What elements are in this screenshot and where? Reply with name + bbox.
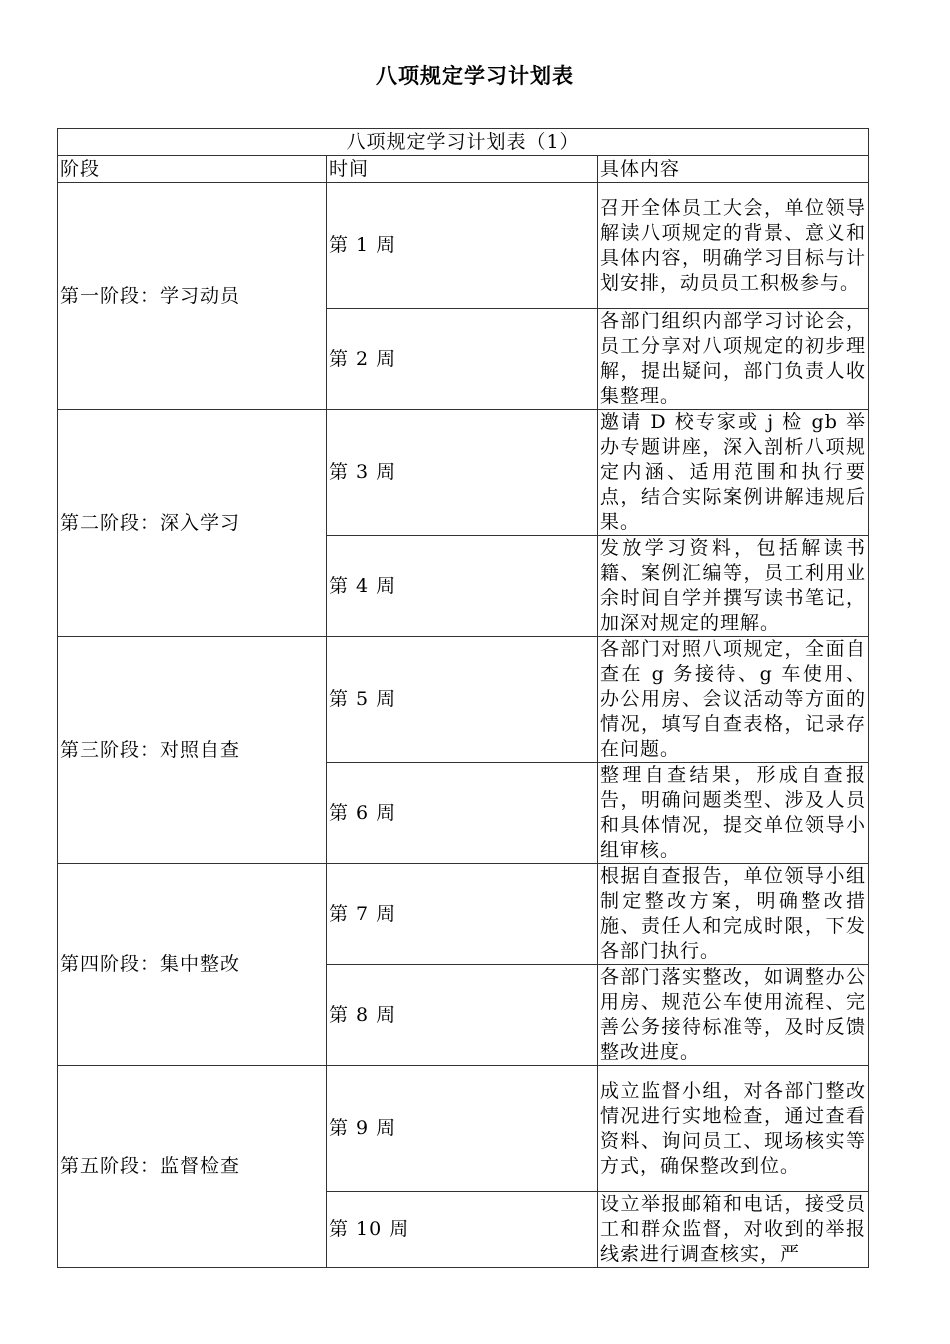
table-header-row [58, 156, 869, 183]
stage-name: 第四阶段：集中整改 [58, 864, 327, 1066]
week-content: 各部门落实整改，如调整办公用房、规范公车使用流程、完善公务接待标准等，及时反馈整改进度。 [598, 965, 869, 1066]
header-stage: 阶段 [58, 156, 327, 183]
week-label: 第 6 周 [327, 763, 598, 864]
table-row [58, 864, 869, 965]
stage-name: 第二阶段：深入学习 [58, 410, 327, 637]
week-label: 第 5 周 [327, 637, 598, 763]
table-caption: 八项规定学习计划表（1） [58, 129, 869, 156]
week-label: 第 9 周 [327, 1066, 598, 1192]
week-content: 邀请 D 校专家或 j 检 gb 举办专题讲座，深入剖析八项规定内涵、适用范围和执行要点，结合实际案例讲解违规后果。 [598, 410, 869, 536]
week-label: 第 1 周 [327, 183, 598, 309]
week-label: 第 3 周 [327, 410, 598, 536]
week-content-cell [598, 1192, 869, 1268]
table-row [58, 410, 869, 536]
table-row [58, 637, 869, 763]
week-label: 第 10 周 [327, 1192, 598, 1268]
week-content: 设立举报邮箱和电话，接受员工和群众监督，对收到的举报线索进行调查核实，严 [600, 1193, 867, 1265]
table-caption-row [58, 129, 869, 156]
week-content: 成立监督小组，对各部门整改情况进行实地检查，通过查看资料、询问员工、现场核实等方式，确保整改到位。 [598, 1066, 869, 1192]
week-content: 发放学习资料，包括解读书籍、案例汇编等，员工利用业余时间自学并撰写读书笔记，加深对规定的理解。 [598, 536, 869, 637]
study-plan-table [57, 128, 869, 1268]
table-row [58, 183, 869, 309]
stage-name: 第五阶段：监督检查 [58, 1066, 327, 1268]
page-title: 八项规定学习计划表 [376, 63, 574, 88]
week-content: 各部门对照八项规定，全面自查在 g 务接待、g 车使用、办公用房、会议活动等方面的情况，填写自查表格，记录存在问题。 [598, 637, 869, 763]
header-content: 具体内容 [598, 156, 869, 183]
week-label: 第 7 周 [327, 864, 598, 965]
header-time: 时间 [327, 156, 598, 183]
week-content: 根据自查报告，单位领导小组制定整改方案，明确整改措施、责任人和完成时限，下发各部门执行。 [598, 864, 869, 965]
table-row [58, 1066, 869, 1192]
week-label: 第 4 周 [327, 536, 598, 637]
stage-name: 第三阶段：对照自查 [58, 637, 327, 864]
week-label: 第 8 周 [327, 965, 598, 1066]
week-label: 第 2 周 [327, 309, 598, 410]
week-content: 召开全体员工大会，单位领导解读八项规定的背景、意义和具体内容，明确学习目标与计划安排，动员员工积极参与。 [598, 183, 869, 309]
week-content: 各部门组织内部学习讨论会，员工分享对八项规定的初步理解，提出疑问，部门负责人收集整理。 [598, 309, 869, 410]
week-content: 整理自查结果，形成自查报告，明确问题类型、涉及人员和具体情况，提交单位领导小组审核。 [598, 763, 869, 864]
stage-name: 第一阶段：学习动员 [58, 183, 327, 410]
